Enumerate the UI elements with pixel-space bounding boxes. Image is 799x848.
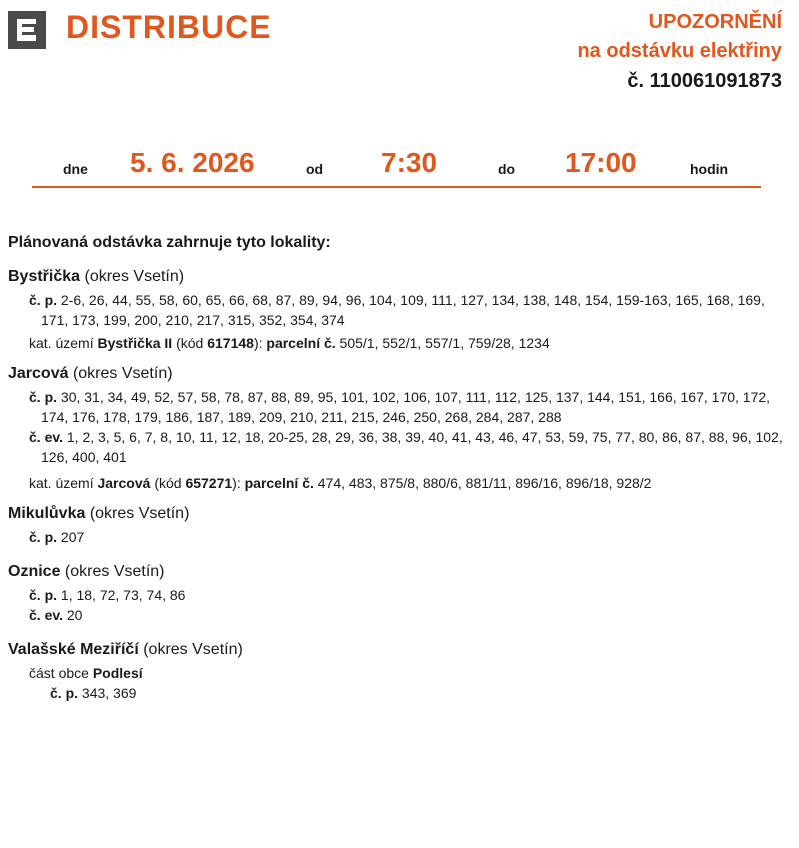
time-from: 7:30 xyxy=(381,147,438,178)
notice-number: č. 110061091873 xyxy=(627,70,782,92)
ce-values: 20 xyxy=(66,607,83,623)
brand-name: DISTRIBUCE xyxy=(66,9,272,45)
cp-row xyxy=(29,387,783,427)
location-heading xyxy=(8,503,783,525)
part-prefix: část obce xyxy=(29,665,89,681)
location-mikulovka xyxy=(8,503,783,547)
kat-code-suffix: ): xyxy=(253,335,263,351)
location-valasske-mezirici xyxy=(8,639,783,703)
part-row xyxy=(29,663,783,683)
cp-values: 1, 18, 72, 73, 74, 86 xyxy=(60,587,186,603)
time-to: 17:00 xyxy=(565,147,637,178)
ce-label: č. ev. xyxy=(29,429,63,445)
location-bystricka xyxy=(8,266,783,353)
hodin-label: hodin xyxy=(690,161,729,177)
cp-label: č. p. xyxy=(29,587,58,603)
location-heading xyxy=(8,561,783,583)
location-district: (okres Vsetín) xyxy=(89,505,190,522)
parcel-values: 505/1, 552/1, 557/1, 759/28, 1234 xyxy=(339,335,550,351)
cp-values: 2-6, 26, 44, 55, 58, 60, 65, 66, 68, 87, 89, 94, 96, 104, 109, 111, 127, 134, 138, 148, 154, 159-163, 165, 168, 169, 171, 173, 199, 200, 210, 217, 315, 352, 354, 374 xyxy=(41,292,765,328)
cp-label: č. p. xyxy=(29,389,58,405)
kat-name: Jarcová xyxy=(97,475,151,491)
cp-label: č. p. xyxy=(50,685,79,701)
kat-name: Bystřička II xyxy=(97,335,173,351)
cp-values: 207 xyxy=(60,529,85,545)
cp-values: 343, 369 xyxy=(81,685,137,701)
cp-row xyxy=(50,683,783,703)
location-name: Oznice xyxy=(8,563,61,580)
cp-row xyxy=(29,585,783,605)
ce-values: 1, 2, 3, 5, 6, 7, 8, 10, 11, 12, 18, 20-25, 28, 29, 36, 38, 39, 40, 41, 43, 46, 47, 53, 59, 75, 77, 80, 86, 87, 88, 96, 102, 126, 400, 401 xyxy=(41,429,783,465)
location-name: Valašské Meziříčí xyxy=(8,641,139,658)
intro-heading: Plánovaná odstávka zahrnuje tyto lokality: xyxy=(8,234,331,251)
location-heading xyxy=(8,363,783,385)
od-label: od xyxy=(306,161,324,177)
notice-block xyxy=(577,8,782,96)
location-district: (okres Vsetín) xyxy=(64,563,165,580)
location-heading xyxy=(8,266,783,288)
part-name: Podlesí xyxy=(92,665,143,681)
parcel-label: parcelní č. xyxy=(244,475,314,491)
cp-row xyxy=(29,527,783,547)
outage-dateline xyxy=(32,140,761,188)
ce-row xyxy=(29,427,783,467)
notice-subtitle: na odstávku elektřiny xyxy=(577,40,782,62)
location-district: (okres Vsetín) xyxy=(84,268,185,285)
kat-code: 617148 xyxy=(207,335,254,351)
notice-title: UPOZORNĚNÍ xyxy=(648,11,782,33)
location-name: Mikulůvka xyxy=(8,505,86,522)
cp-label: č. p. xyxy=(29,529,58,545)
location-district: (okres Vsetín) xyxy=(143,641,243,658)
kat-code: 657271 xyxy=(185,475,233,491)
do-label: do xyxy=(498,161,516,177)
outage-date: 5. 6. 2026 xyxy=(130,147,255,178)
ce-label: č. ev. xyxy=(29,607,63,623)
locations-content xyxy=(8,233,783,707)
cp-label: č. p. xyxy=(29,292,58,308)
kat-row xyxy=(29,333,783,353)
kat-code-prefix: (kód xyxy=(176,335,204,351)
location-jarcova xyxy=(8,363,783,493)
location-heading xyxy=(8,639,783,661)
kat-row xyxy=(29,473,783,493)
kat-code-suffix: ): xyxy=(232,475,241,491)
kat-code-prefix: (kód xyxy=(154,475,182,491)
cez-logo-icon xyxy=(8,11,46,49)
ce-row xyxy=(29,605,783,625)
cp-values: 30, 31, 34, 49, 52, 57, 58, 78, 87, 88, 89, 95, 101, 102, 106, 107, 111, 112, 125, 137, 144, 151, 166, 167, 170, 172, 174, 176, 178, 179, 186, 187, 189, 209, 210, 211, 215, 246, 250, 268, 284, 287, 288 xyxy=(41,389,771,425)
location-district: (okres Vsetín) xyxy=(72,365,173,382)
dne-label: dne xyxy=(63,161,88,177)
location-name: Bystřička xyxy=(8,268,81,285)
location-oznice xyxy=(8,561,783,625)
kat-prefix: kat. území xyxy=(29,335,94,351)
parcel-label: parcelní č. xyxy=(266,335,336,351)
parcel-values: 474, 483, 875/8, 880/6, 881/11, 896/16, 896/18, 928/2 xyxy=(317,475,652,491)
cp-row xyxy=(29,290,783,330)
location-name: Jarcová xyxy=(8,365,69,382)
kat-prefix: kat. území xyxy=(29,475,94,491)
